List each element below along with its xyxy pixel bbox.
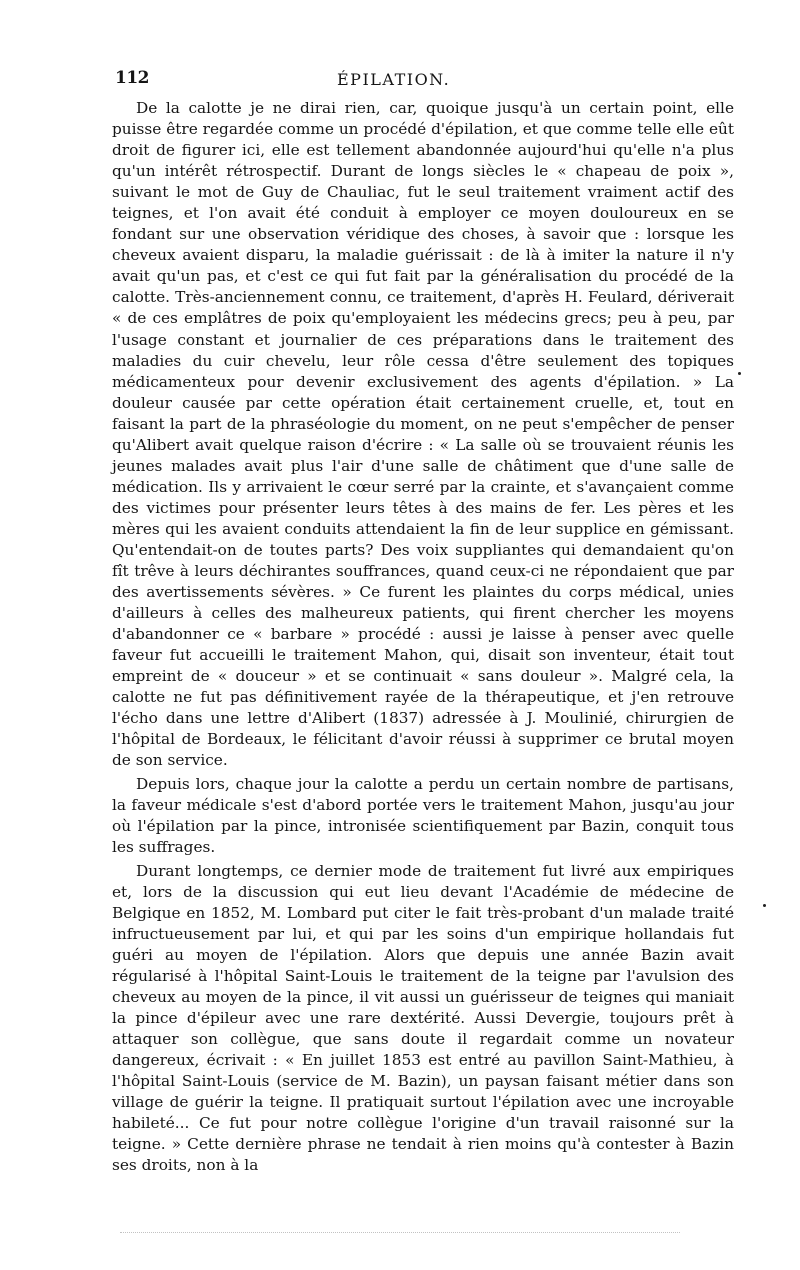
ink-speck bbox=[738, 372, 741, 375]
body-text bbox=[112, 98, 734, 1177]
faint-bleed-through-marks bbox=[120, 1232, 680, 1239]
page-header bbox=[112, 58, 734, 89]
page-number: 112 bbox=[115, 68, 149, 88]
paragraph-1: De la calotte je ne dirai rien, car, quoique jusqu'à un certain point, elle puisse être regardée comme un procédé d'épilation, et que comme telle elle eût droit de figurer ici, elle est tellement abandonnée aujourd'hui qu'elle n'a plus qu'un intérêt rétrospectif. Durant de longs siècles le « chapeau de poix », suivant le mot de Guy de Chauliac, fut le seul traitement vraiment actif des teignes, et l'on avait été conduit à employer ce moyen douloureux en se fondant sur une observation véridique des choses, à savoir que : lorsque les cheveux avaient disparu, la maladie guérissait : de là à imiter la nature il n'y avait qu'un pas, et c'est ce qui fut fait par la généralisation du procédé de la calotte. Très-anciennement connu, ce traitement, d'après H. Feulard, dériverait « de ces emplâtres de poix qu'employaient les médecins grecs; peu à peu, par l'usage constant et journalier de ces préparations dans le traitement des maladies du cuir chevelu, leur rôle cessa d'être seulement des topiques médicamenteux pour devenir exclusivement des agents d'épilation. » La douleur causée par cette opération était certainement cruelle, et, tout en faisant la part de la phraséologie du moment, on ne peut s'empêcher de penser qu'Alibert avait quelque raison d'écrire : « La salle où se trouvaient réunis les jeunes malades avait plus l'air d'une salle de châtiment que d'une salle de médication. Ils y arrivaient le cœur serré par la crainte, et s'avançaient comme des victimes pour présenter leurs têtes à des mains de fer. Les pères et les mères qui les avaient conduits attendaient la fin de leur supplice en gémissant. Qu'entendait-on de toutes parts? Des voix suppliantes qui demandaient qu'on fît trêve à leurs déchirantes souffrances, quand ceux-ci ne répondaient que par des avertissements sévères. » Ce furent les plaintes du corps médical, unies d'ailleurs à celles des malheureux patients, qui firent chercher les moyens d'abandonner ce « barbare » procédé : aussi je laisse à penser avec quelle faveur fut accueilli le traitement Mahon, qui, disait son inventeur, était tout empreint de « douceur » et se continuait « sans douleur ». Malgré cela, la calotte ne fut pas définitivement rayée de la thérapeutique, et j'en retrouve l'écho dans une lettre d'Alibert (1837) adressée à J. Moulinié, chirurgien de l'hôpital de Bordeaux, le félicitant d'avoir réussi à supprimer ce brutal moyen de son service. bbox=[112, 99, 734, 770]
paragraph-2: Depuis lors, chaque jour la calotte a perdu un certain nombre de partisans, la faveur médicale s'est d'abord portée vers le traitement Mahon, jusqu'au jour où l'épilation par la pince, intronisée scientifiquement par Bazin, conquit tous les suffrages. bbox=[112, 774, 734, 856]
running-title: ÉPILATION. bbox=[337, 70, 451, 89]
book-page bbox=[112, 58, 734, 1258]
ink-speck bbox=[763, 904, 766, 907]
paragraph-3: Durant longtemps, ce dernier mode de traitement fut livré aux empiriques et, lors de la discussion qui eut lieu devant l'Académie de médecine de Belgique en 1852, M. Lombard put citer le fait très-probant d'un malade traité infructueusement par lui, et qui par les soins d'un empirique hollandais fut guéri au moyen de l'épilation. Alors que depuis une année Bazin avait régularisé à l'hôpital Saint-Louis le traitement de la teigne par l'avulsion des cheveux au moyen de la pince, il vit aussi un guérisseur de teignes qui maniait la pince d'épileur avec une rare dextérité. Aussi Devergie, toujours prêt à attaquer son collègue, que sans doute il regardait comme un novateur dangereux, écrivait : « En juillet 1853 est entré au pavillon Saint-Mathieu, à l'hôpital Saint-Louis (service de M. Bazin), un paysan faisant métier dans son village de guérir la teigne. Il pratiquait surtout l'épilation avec une incroyable habileté... Ce fut pour notre collègue l'origine d'un travail raisonné sur la teigne. » Cette dernière phrase ne tendait à rien moins qu'à contester à Bazin ses droits, non à la bbox=[112, 861, 734, 1175]
